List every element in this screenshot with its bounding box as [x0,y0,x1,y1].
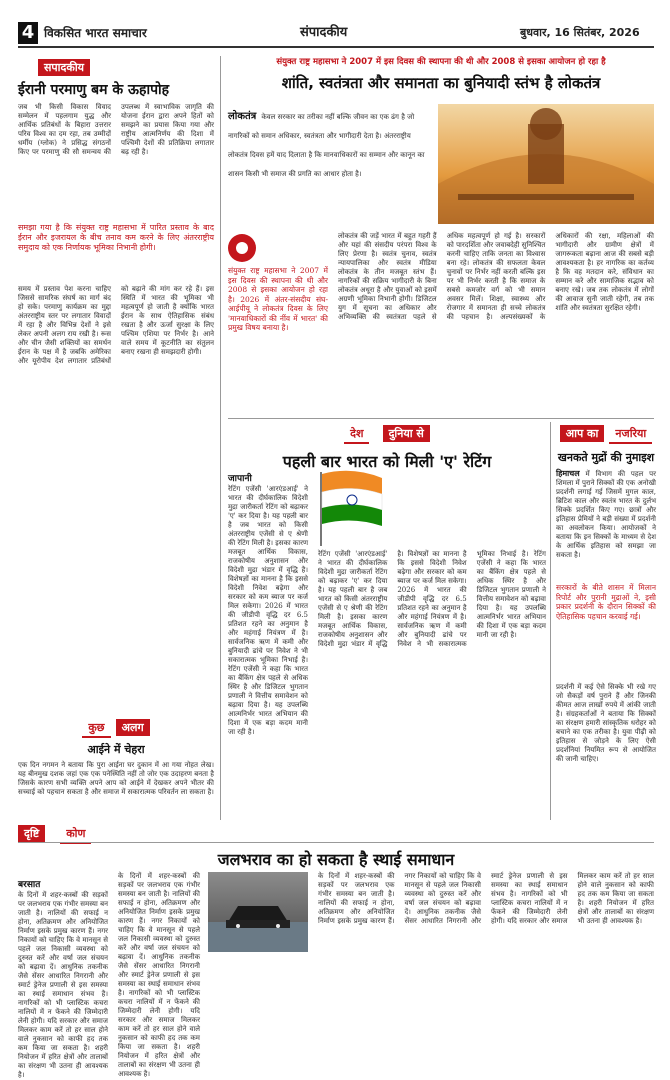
parliament-illustration [438,104,654,224]
flood-body: के दिनों में शहर-कस्बों की सड़कों पर जलभराव एक गंभीर समस्या बन जाती है। नालियों की सफाई न होना, अतिक्रमण और अनियोजित निर्माण इसके प्रमुख कारण हैं। नगर निकायों को चाहिए कि वे मानसून से पहले जल निकासी व्यवस्था को दुरुस्त करें और वर्षा जल संचयन को बढ़ावा दें। आधुनिक तकनीक जैसे सेंसर आधारित निगरानी और स्मार्ट ड्रेनेज प्रणाली से इस समस्या का स्थाई समाधान संभव है। नागरिकों को भी प्लास्टिक कचरा नालियों में न फेंकने की जिम्मेदारी लेनी होगी। यदि सरकार और समाज मिलकर काम करें तो हर साल होने वाले नुकसान को काफी हद तक कम किया जा सकता है। शहरी नियोजन में हरित क्षेत्रों और तालाबों का संरक्षण भी उतना ही आवश्यक है। [318,872,654,925]
drishti-kon-tag [18,822,214,840]
kon-tag: कोण [60,825,91,844]
flood-rule [18,842,654,843]
newspaper-name: विकसित भारत समाचार [44,26,147,40]
rating-lead-text: रेटिंग एजेंसी 'आरएंडआई' ने भारत की दीर्घकालिक विदेशी मुद्रा जारीकर्ता रेटिंग को बढ़ाकर 'ए' कर दिया है। यह पहली बार है जब भारत को किसी अंतरराष्ट्रीय एजेंसी से ए श्रेणी की रेटिंग मिली है। इसका कारण मजबूत आर्थिक विकास, राजकोषीय अनुशासन और विदेशी मुद्रा भंडार में वृद्धि है। विशेषज्ञों का मानना है कि इससे विदेशी निवेश बढ़ेगा और सरकार को कम ब्याज पर कर्ज मिल सकेगा। 2026 में भारत की जीडीपी वृद्धि दर 6.5 प्रतिशत रहने का अनुमान है और महंगाई नियंत्रण में है। सार्वजनिक ऋण में कमी और बुनियादी ढांचे पर निवेश ने भी सकारात्मक भूमिका निभाई है। रेटिंग एजेंसी ने कहा कि भारत का बैंकिंग क्षेत्र पहले से अधिक स्थिर है और डिजिटल भुगतान प्रणाली ने वित्तीय समावेशन को बढ़ावा दिया है। यह उपलब्धि आत्मनिर्भर भारत अभियान की दिशा में एक बड़ा कदम मानी जा रही है। [228,485,308,736]
currency-headline: खनकते मुद्रों की नुमाइश [557,451,655,464]
rating-headline: पहली बार भारत को मिली 'ए' रेटिंग [282,452,492,471]
flag-icon [312,466,392,546]
flood-photo [208,872,308,952]
feature-header [228,56,654,96]
section-title: संपादकीय [300,25,348,40]
kuchh-alag-box [18,716,214,820]
editorial-tag: सपादकीय [38,59,90,76]
rating-tag-desh: देश [344,425,369,444]
car-in-water-icon [208,872,308,952]
parliament-graphic [438,104,654,224]
flag-illustration [312,466,392,546]
rating-tag-duniya: दुनिया से [383,425,430,442]
rating-rule [228,418,654,419]
masthead-rule [18,46,654,48]
column-divider [220,56,221,820]
mirror-headline: आईने में चेहरा [87,743,145,756]
feature-lead-text: केवल सरकार का तरीका नहीं बल्कि जीवन का एक ढंग है जो नागरिकों को समान अधिकार, स्वतंत्रता और भागीदारी देता है। अंतरराष्ट्रीय लोकतंत्र दिवस हमें याद दिलाता है कि मानवाधिकारों का सम्मान और कानून का शासन किसी भी समाज की प्रगति का आधार होता है। [228,113,425,178]
flood-lead [18,872,108,1079]
currency-article [556,422,656,820]
quote-badge [228,234,256,262]
rating-lead-label: जापानी [228,474,252,484]
rating-article [228,422,546,820]
feature-lead-label: लोकतंत्र [228,111,257,122]
flood-lead-text: के दिनों में शहर-कस्बों की सड़कों पर जलभराव एक गंभीर समस्या बन जाती है। नालियों की सफाई न होना, अतिक्रमण और अनियोजित निर्माण इसके प्रमुख कारण हैं। नगर निकायों को चाहिए कि वे मानसून से पहले जल निकासी व्यवस्था को दुरुस्त करें और वर्षा जल संचयन को बढ़ावा दें। आधुनिक तकनीक जैसे सेंसर आधारित निगरानी और स्मार्ट ड्रेनेज प्रणाली से इस समस्या का स्थाई समाधान संभव है। नागरिकों को भी प्लास्टिक कचरा नालियों में न फेंकने की जिम्मेदारी लेनी होगी। यदि सरकार और समाज मिलकर काम करें तो हर साल होने वाले नुकसान को काफी हद तक कम किया जा सकता है। शहरी नियोजन में हरित क्षेत्रों और तालाबों का संरक्षण भी उतना ही आवश्यक है। [18,891,108,1079]
feature-body: लोकतंत्र की जड़ें भारत में बहुत गहरी हैं और यहां की संसदीय परंपरा विश्व के लिए प्रेरणा है। स्वतंत्र चुनाव, स्वतंत्र न्यायपालिका और स्वतंत्र मीडिया लोकतंत्र के तीन मजबूत स्तंभ हैं। नागरिकों की सक्रिय भागीदारी के बिना लोकतंत्र अधूरा है और युवाओं को इसमें अग्रणी भूमिका निभानी होगी। डिजिटल युग में सूचना का अधिकार और अभिव्यक्ति की स्वतंत्रता पहले से अधिक महत्वपूर्ण हो गई है। सरकारों को पारदर्शिता और जवाबदेही सुनिश्चित करनी चाहिए ताकि जनता का विश्वास बना रहे। लोकतंत्र की सफलता केवल चुनावों पर निर्भर नहीं करती बल्कि इस पर भी निर्भर करती है कि समाज के सबसे कमजोर वर्ग को भी समान अवसर मिलें। शिक्षा, स्वास्थ्य और रोजगार में समानता ही सच्चे लोकतंत्र की पहचान है। अल्पसंख्यकों के अधिकारों की रक्षा, महिलाओं की भागीदारी और ग्रामीण क्षेत्रों में जागरूकता बढ़ाना आज की सबसे बड़ी आवश्यकता है। हर नागरिक का कर्तव्य है कि वह मतदान करे, संविधान का सम्मान करे और सामाजिक सद्भाव को बनाए रखे। जब तक लोकतंत्र में लोगों की आवाज सुनी जाती रहेगी, तब तक शांति और स्वतंत्रता सुरक्षित रहेगी। [338,232,654,321]
feature-quote-box [228,234,328,410]
issue-date: बुधवार, 16 सितंबर, 2026 [520,26,640,39]
masthead [0,0,670,50]
editorial-body-1: जब भी किसी विकास विवाद सम्मेलन में पहलगाम युद्ध और आर्थिक प्रतिबंधों के बिहारा उत्तरार परिव विश्व का दम रहा, तब उम्मीदों धर्मीय (ग्लोक) ने प्रसिद्ध संगठनों किए पर परमाणु की सौ समन्वय की उपलब्ध में स्वाभाविक जागृति की योजना ईरान द्वारा अपने हितों को समझने का प्रयास किया गया और राष्ट्रीय आत्मनिर्णय की दिशा में पश्चिमी देशों की प्रतिक्रिया लगातार बढ़ रही है। [18,103,214,156]
feature-headline: शांति, स्वतंत्रता और समानता का बुनियादी स्तंभ है लोकतंत्र [281,74,601,92]
editorial-body-2: समय में प्रस्ताव पेश करना चाहिए जिससे सामरिक संघर्ष का मार्ग बंद हो सके। परमाणु कार्यक्रम का मुद्दा अंतरराष्ट्रीय स्तर पर लगातार विवादों में रहा है और विभिन्न देशों ने इसे लेकर अपनी अलग राय रखी है। रूस और चीन जैसी शक्तियों का समर्थन ईरान के पक्ष में है जबकि अमेरिका और यूरोपीय देश लगातार प्रतिबंधों को बढ़ाने की मांग कर रहे हैं। इस स्थिति में भारत की भूमिका भी महत्वपूर्ण हो जाती है क्योंकि भारत ईरान के साथ ऐतिहासिक संबंध रखता है और ऊर्जा सुरक्षा के लिए पश्चिम एशिया पर निर्भर है। आने वाले समय में कूटनीति का संतुलन बनाए रखना ही समझदारी होगी। [18,285,214,365]
editorial-pullquote: समझा गया है कि संयुक्त राष्ट्र महासभा में पारित प्रस्ताव के बाद ईरान और इजरायल के बीच तनाव कम करने के लिए अंतरराष्ट्रीय समुदाय को एक निर्णायक भूमिका निभानी होगी। [18,223,214,252]
currency-body: प्रदर्शनी में कई ऐसे सिक्के भी रखे गए जो सैकड़ों वर्ष पुराने हैं और जिनकी कीमत आज लाखों रुपये में आंकी जाती है। संग्रहकर्ताओं ने बताया कि सिक्कों का संरक्षण हमारी सांस्कृतिक धरोहर को बचाने का एक तरीका है। युवा पीढ़ी को इतिहास से जोड़ने के लिए ऐसी प्रदर्शनियां नियमित रूप से आयोजित की जानी चाहिए। [556,683,656,763]
editorial-column [18,56,214,716]
currency-lead [556,469,656,579]
drishti-tag: दृष्टि [18,825,45,842]
alag-tag: अलग [116,719,150,736]
feature-quote: संयुक्त राष्ट्र महासभा ने 2007 में इस दिवस की स्थापना की थी और 2008 से इसका आयोजन हो रहा है। 2026 में अंतर-संसदीय संघ-आईपीयू ने लोकतंत्र दिवस के लिए 'मानवाधिकारों की नींव में भारत' की प्रमुख विषय बनाया है। [228,266,328,332]
rating-body: रेटिंग एजेंसी 'आरएंडआई' ने भारत की दीर्घकालिक विदेशी मुद्रा जारीकर्ता रेटिंग को बढ़ाकर 'ए' कर दिया है। यह पहली बार है जब भारत को किसी अंतरराष्ट्रीय एजेंसी से ए श्रेणी की रेटिंग मिली है। इसका कारण मजबूत आर्थिक विकास, राजकोषीय अनुशासन और विदेशी मुद्रा भंडार में वृद्धि है। विशेषज्ञों का मानना है कि इससे विदेशी निवेश बढ़ेगा और सरकार को कम ब्याज पर कर्ज मिल सकेगा। 2026 में भारत की जीडीपी वृद्धि दर 6.5 प्रतिशत रहने का अनुमान है और महंगाई नियंत्रण में है। सार्वजनिक ऋण में कमी और बुनियादी ढांचे पर निवेश ने भी सकारात्मक भूमिका निभाई है। रेटिंग एजेंसी ने कहा कि भारत का बैंकिंग क्षेत्र पहले से अधिक स्थिर है और डिजिटल भुगतान प्रणाली ने वित्तीय समावेशन को बढ़ावा दिया है। यह उपलब्धि आत्मनिर्भर भारत अभियान की दिशा में एक बड़ा कदम मानी जा रही है। [318,550,546,648]
feature-lead [228,104,428,228]
currency-lead-text: में विभाग की पहल पर शिमला में पुराने सिक्कों की एक अनोखी प्रदर्शनी लगाई गई जिसमें मुगल काल, ब्रिटिश काल और स्वतंत्र भारत के दुर्लभ सिक्के प्रदर्शित किए गए। छात्रों और इतिहास प्रेमियों ने बड़ी संख्या में प्रदर्शनी का अवलोकन किया। आयोजकों ने बताया कि इन सिक्कों के माध्यम से देश के आर्थिक इतिहास को समझा जा सकता है। [556,470,656,559]
flood-body-2: के दिनों में शहर-कस्बों की सड़कों पर जलभराव एक गंभीर समस्या बन जाती है। नालियों की सफाई न होना, अतिक्रमण और अनियोजित निर्माण इसके प्रमुख कारण हैं। नगर निकायों को चाहिए कि वे मानसून से पहले जल निकासी व्यवस्था को दुरुस्त करें और वर्षा जल संचयन को बढ़ावा दें। आधुनिक तकनीक जैसे सेंसर आधारित निगरानी और स्मार्ट ड्रेनेज प्रणाली से इस समस्या का स्थाई समाधान संभव है। नागरिकों को भी प्लास्टिक कचरा नालियों में न फेंकने की जिम्मेदारी लेनी होगी। यदि सरकार और समाज मिलकर काम करें तो हर साल होने वाले नुकसान को काफी हद तक कम किया जा सकता है। शहरी नियोजन में हरित क्षेत्रों और तालाबों का संरक्षण भी उतना ही आवश्यक है। [118,872,200,1078]
kuchh-tag: कुछ [82,719,110,738]
flood-headline: जलभराव का हो सकता है स्थाई समाधान [217,850,455,869]
page-number: 4 [18,22,38,44]
currency-tag-a: आप का [560,425,605,442]
currency-lead-label: हिमाचल [556,469,580,478]
feature-kicker: संयुक्त राष्ट्र महासभा ने 2007 में इस दिवस की स्थापना की थी और 2008 से इसका आयोजन हो रहा है [276,57,606,67]
editorial-headline: ईरानी परमाणु बम के ऊहापोह [18,82,170,98]
flood-article [18,848,654,1079]
currency-quote: सरकारों के बीते शासन में मिलान रिपोर्ट और पुरानी मुद्राओं ने, इसी प्रकार प्रदर्शनी के दौरान सिक्कों की ऐतिहासिक पहचान करवाई गई। [556,583,656,621]
feature-article [228,104,654,414]
rating-lead [228,466,308,806]
rating-divider [550,422,551,820]
mirror-body: एक दिन नगमन ने बताया कि पुरा आईना घर दुकान में आ गया नोहत लेख। यह बीनमुख दशक जहां एक एक पनेस्थिति नहीं तो जोर एक उदाहरण बनता है जिसके कारण सभी व्यक्ति अपने आप को आईने में देखकर अपने भीतर की सच्चाई को पहचान सकता है और समाज में सकारात्मक परिवर्तन ला सकता है। [18,761,214,796]
flood-lead-label: बरसात [18,880,41,890]
currency-tag-b: नजरिया [609,425,652,444]
